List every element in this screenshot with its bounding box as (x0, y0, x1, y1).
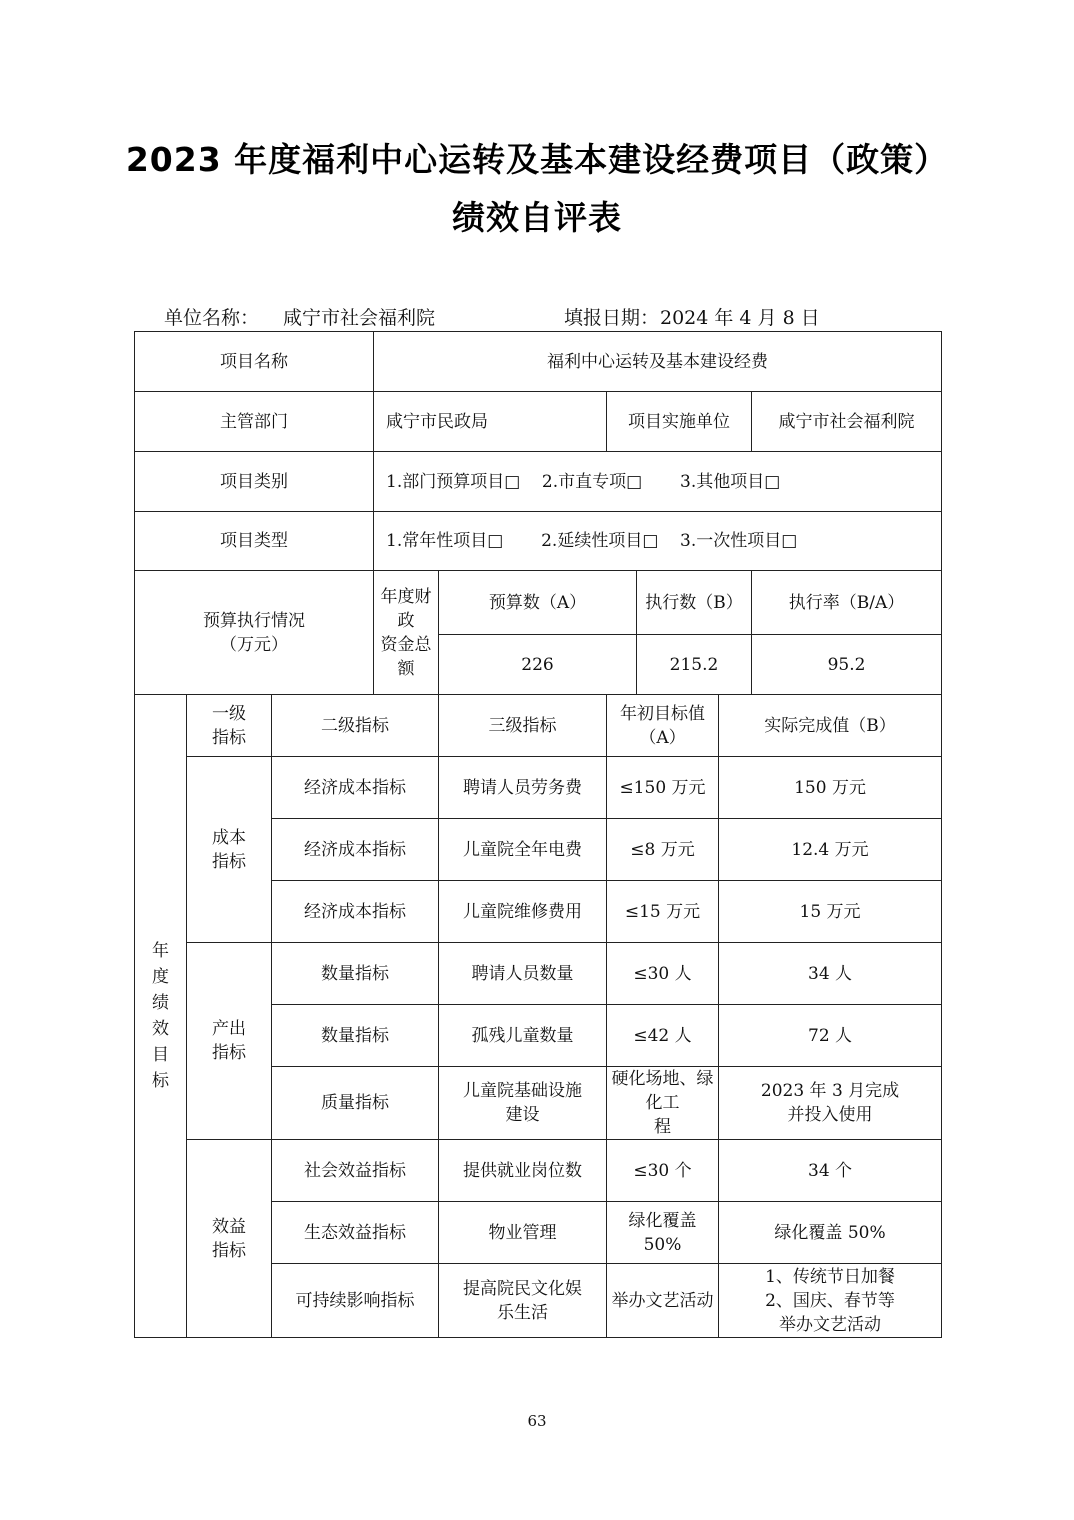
level2-cell: 质量指标 (272, 1067, 439, 1140)
target-cell: ≤42 人 (607, 1005, 719, 1067)
unit-name-label: 单位名称： (164, 307, 260, 329)
actual-cell: 1、传统节日加餐 2、国庆、春节等 举办文艺活动 (719, 1264, 942, 1338)
execution-rate-header: 执行率（B/A） (752, 571, 942, 635)
level3-cell: 孤残儿童数量 (439, 1005, 607, 1067)
supervising-dept-label: 主管部门 (135, 392, 374, 452)
supervising-dept-value: 咸宁市民政局 (374, 392, 607, 452)
actual-cell: 34 人 (719, 943, 942, 1005)
actual-cell: 15 万元 (719, 881, 942, 943)
table-row (135, 943, 942, 1005)
project-category-row (135, 452, 942, 512)
level1-header: 一级 指标 (187, 695, 272, 757)
annual-goals-side-label: 年 度 绩 效 目 标 (135, 695, 187, 1338)
project-category-label: 项目类别 (135, 452, 374, 512)
annual-fund-total-label: 年度财政 资金总额 (374, 571, 439, 695)
table-row (135, 757, 942, 819)
unit-name-value: 咸宁市社会福利院 (283, 307, 436, 329)
level2-cell: 可持续影响指标 (272, 1264, 439, 1338)
level3-cell: 儿童院全年电费 (439, 819, 607, 881)
cost-indicator-label: 成本 指标 (187, 757, 272, 943)
project-type-label: 项目类型 (135, 512, 374, 571)
budget-amount-header: 预算数（A） (439, 571, 637, 635)
supervising-dept-row (135, 392, 942, 452)
executed-amount-header: 执行数（B） (637, 571, 752, 635)
project-name-value: 福利中心运转及基本建设经费 (374, 332, 942, 392)
level2-cell: 社会效益指标 (272, 1140, 439, 1202)
performance-evaluation-table (134, 331, 942, 1338)
impl-unit-label: 项目实施单位 (607, 392, 752, 452)
actual-cell: 12.4 万元 (719, 819, 942, 881)
level3-cell: 聘请人员劳务费 (439, 757, 607, 819)
project-type-row (135, 512, 942, 571)
target-cell: ≤15 万元 (607, 881, 719, 943)
level3-cell: 聘请人员数量 (439, 943, 607, 1005)
impl-unit-value: 咸宁市社会福利院 (752, 392, 942, 452)
level2-cell: 经济成本指标 (272, 819, 439, 881)
fill-date-label: 填报日期： (564, 307, 660, 329)
actual-cell: 150 万元 (719, 757, 942, 819)
target-cell: ≤150 万元 (607, 757, 719, 819)
target-cell: 绿化覆盖 50% (607, 1202, 719, 1264)
level3-cell: 物业管理 (439, 1202, 607, 1264)
benefit-indicator-label: 效益 指标 (187, 1140, 272, 1338)
level3-cell: 提供就业岗位数 (439, 1140, 607, 1202)
target-cell: 举办文艺活动 (607, 1264, 719, 1338)
target-cell: 硬化场地、绿化工 程 (607, 1067, 719, 1140)
project-type-options: 1.常年性项目□ 2.延续性项目□ 3.一次性项目□ (374, 512, 942, 571)
level3-header: 三级指标 (439, 695, 607, 757)
project-name-label: 项目名称 (135, 332, 374, 392)
actual-cell: 2023 年 3 月完成 并投入使用 (719, 1067, 942, 1140)
level2-header: 二级指标 (272, 695, 439, 757)
target-cell: ≤8 万元 (607, 819, 719, 881)
level3-cell: 儿童院维修费用 (439, 881, 607, 943)
level2-cell: 生态效益指标 (272, 1202, 439, 1264)
execution-rate-value: 95.2 (752, 635, 942, 695)
project-category-options: 1.部门预算项目□ 2.市直专项□ 3.其他项目□ (374, 452, 942, 512)
level2-cell: 经济成本指标 (272, 881, 439, 943)
level3-cell: 儿童院基础设施 建设 (439, 1067, 607, 1140)
output-indicator-label: 产出 指标 (187, 943, 272, 1140)
actual-cell: 绿化覆盖 50% (719, 1202, 942, 1264)
level2-cell: 经济成本指标 (272, 757, 439, 819)
budget-amount-value: 226 (439, 635, 637, 695)
actual-value-header: 实际完成值（B） (719, 695, 942, 757)
level3-cell: 提高院民文化娱 乐生活 (439, 1264, 607, 1338)
target-cell: ≤30 人 (607, 943, 719, 1005)
document-title-line-2: 绩效自评表 (452, 198, 622, 237)
executed-amount-value: 215.2 (637, 635, 752, 695)
document-title-line-1: 2023 年度福利中心运转及基本建设经费项目（政策） (125, 140, 949, 179)
target-value-header: 年初目标值（A） (607, 695, 719, 757)
budget-header-row (135, 571, 942, 635)
page-number: 63 (527, 1412, 547, 1430)
actual-cell: 34 个 (719, 1140, 942, 1202)
goals-header-row (135, 695, 942, 757)
actual-cell: 72 人 (719, 1005, 942, 1067)
project-name-row (135, 332, 942, 392)
fill-date-value: 2024 年 4 月 8 日 (660, 307, 820, 329)
level2-cell: 数量指标 (272, 1005, 439, 1067)
budget-execution-label: 预算执行情况 （万元） (135, 571, 374, 695)
table-row (135, 1140, 942, 1202)
target-cell: ≤30 个 (607, 1140, 719, 1202)
level2-cell: 数量指标 (272, 943, 439, 1005)
